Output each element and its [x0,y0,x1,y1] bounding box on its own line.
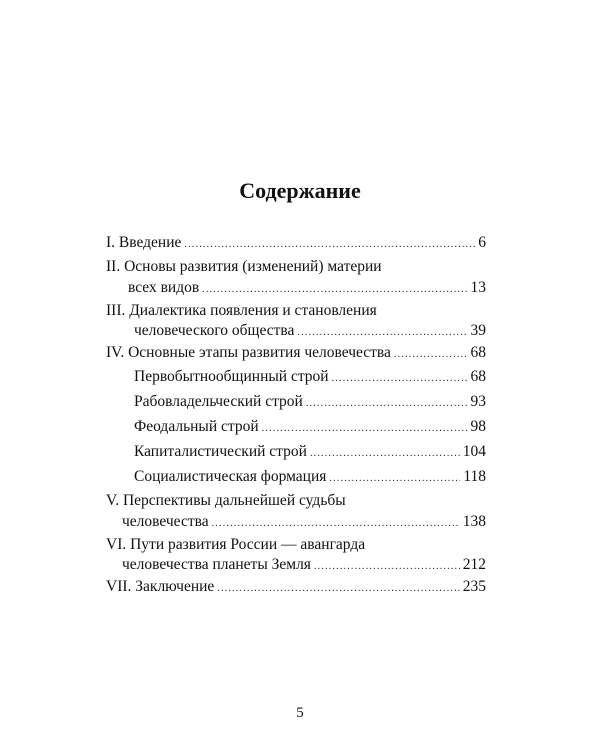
toc-entry-label-line1: III. Диалектика появления и становления [106,302,377,319]
toc-entry-label: Рабовладельческий строй [134,393,303,410]
toc-entry-stages [106,343,486,365]
page-number: 5 [296,705,304,721]
toc-subentry-feudal [106,417,486,439]
dot-leader [310,444,460,464]
toc-entry-introduction [106,233,486,255]
toc-subentry-socialist [106,467,486,489]
toc-entry-label-line1: II. Основы развития (изменений) материи [106,258,382,275]
toc-entry-page: 118 [463,468,486,485]
dot-leader [262,419,468,439]
toc-entry-conclusion [106,577,486,599]
toc-entry-label-line1: V. Перспективы дальнейшей судьбы [106,492,346,509]
toc-entry-page: 138 [462,513,486,530]
toc-entry-label: I. Введение [106,234,182,251]
toc-entry-label: человечества [122,513,209,530]
toc-subentry-capitalist [106,442,486,464]
toc-entry-page: 104 [462,443,486,460]
toc-entry-page: 235 [462,578,486,595]
dot-leader [332,369,468,389]
toc-entry-page: 93 [470,393,486,410]
toc-entry-label: человечества планеты Земля [122,556,311,573]
toc-entry-prospects [106,512,486,534]
dot-leader [184,235,475,255]
dot-leader [306,394,468,414]
toc-entry-label: Социалистическая формация [134,468,327,485]
toc-entry-label: человеческого общества [134,322,295,339]
toc-entry-label: Капиталистический строй [134,443,307,460]
toc-entry-page: 6 [478,234,486,251]
toc-subentry-slave [106,392,486,414]
toc-entry-matter [106,278,486,300]
toc-entry-label: Первобытнообщинный строй [134,368,329,385]
dot-leader [212,514,460,534]
toc-entry-label: Феодальный строй [134,418,259,435]
toc-entry-page: 68 [470,344,486,361]
toc-entry-page: 212 [462,556,486,573]
dot-leader [394,345,468,365]
toc-entry-label: всех видов [128,279,200,296]
toc-entry-page: 13 [470,279,486,296]
toc-entry-page: 68 [470,368,486,385]
toc-entry-label: IV. Основные этапы развития человечества [106,344,391,361]
dot-leader [297,323,467,343]
dot-leader [217,579,459,599]
dot-leader [314,557,460,577]
toc-entry-page: 39 [470,322,486,339]
toc-entry-russia [106,555,486,577]
toc-entry-label: VII. Заключение [106,578,215,595]
page-title: Содержание [239,178,361,203]
dot-leader [329,469,460,489]
toc-entry-dialectics [106,321,486,343]
toc-entry-label-line1: VI. Пути развития России — авангарда [106,536,366,553]
toc-entry-page: 98 [470,418,486,435]
toc-subentry-primitive [106,367,486,389]
dot-leader [202,280,467,300]
